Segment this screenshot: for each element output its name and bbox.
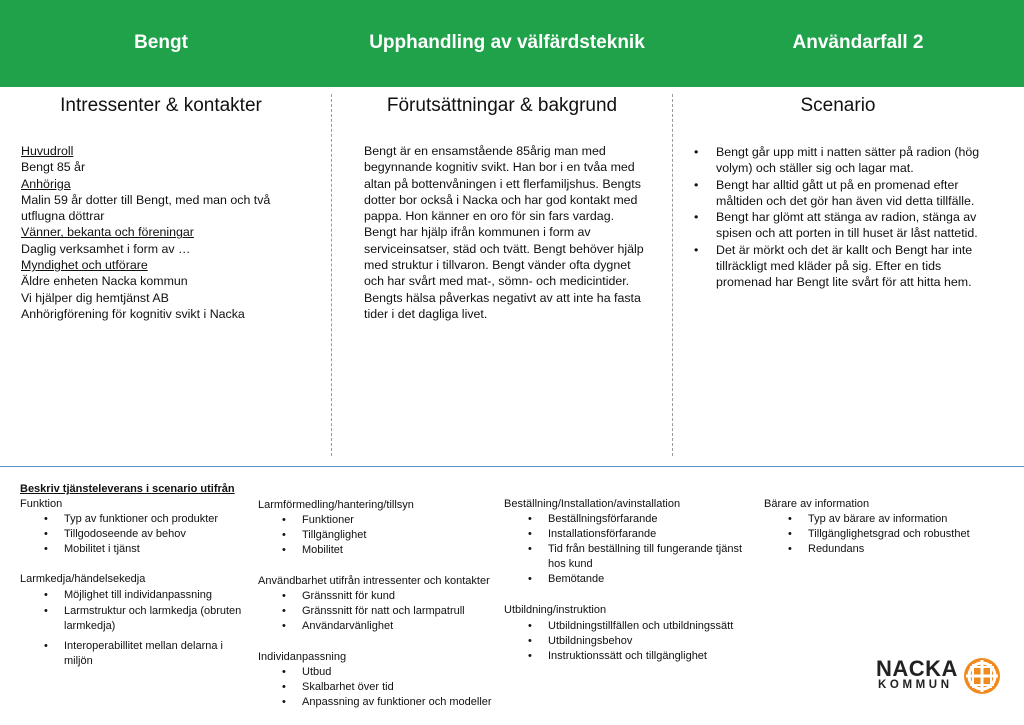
group-item: • Interoperabillitet mellan delarna i miljön xyxy=(44,639,254,669)
group-list xyxy=(282,589,502,634)
group-item: • Användarvänlighet xyxy=(282,619,502,634)
group-item: • Utbildningsbehov xyxy=(528,634,758,649)
stakeholders-title: Intressenter & kontakter xyxy=(60,95,262,116)
group-item: • Tillgodoseende av behov xyxy=(44,527,254,542)
stakeholder-line: Bengt 85 år xyxy=(21,160,86,175)
group-item: • Instruktionssätt och tillgänglighet xyxy=(528,649,758,664)
stakeholder-line: Daglig verksamhet i form av … xyxy=(21,241,191,256)
group-item: • Gränssnitt för kund xyxy=(282,589,502,604)
group-list xyxy=(44,588,254,669)
group-title: Funktion xyxy=(20,498,63,510)
group-item: • Larmstruktur och larmkedja (obruten larmkedja) xyxy=(44,604,254,634)
group-title: Bärare av information xyxy=(764,498,870,510)
group-item: • Gränssnitt för natt och larmpatrull xyxy=(282,604,502,619)
group-item: • Tillgänglighet xyxy=(282,528,492,543)
group-title: Användbarhet utifrån intressenter och kontakter xyxy=(258,575,490,587)
scenario-list xyxy=(694,144,994,291)
group-list xyxy=(282,665,502,710)
group-item: • Möjlighet till individanpassning xyxy=(44,588,254,603)
group-item: • Utbildningstillfällen och utbildningssätt xyxy=(528,619,758,634)
group-item: • Bemötande xyxy=(528,572,758,587)
header-person: Bengt xyxy=(134,32,188,53)
group-item: • Skalbarhet över tid xyxy=(282,680,502,695)
group-item: • Tid från beställning till fungerande tjänst hos kund xyxy=(528,542,758,572)
group-item: • Mobilitet xyxy=(282,543,492,558)
group-title: Individanpassning xyxy=(258,651,347,663)
stakeholder-line: Malin 59 år dotter till Bengt, med man och två utflugna döttrar xyxy=(21,192,271,224)
section-divider xyxy=(0,466,1024,467)
group-item: • Funktioner xyxy=(282,513,492,528)
group-title: Larmkedja/händelsekedja xyxy=(20,573,146,585)
group-item: • Anpassning av funktioner och modeller xyxy=(282,695,502,710)
stakeholder-heading: Myndighet och utförare xyxy=(21,258,148,273)
logo-text-line2: KOMMUN xyxy=(878,679,953,691)
scenario-item: • Bengt har glömt att stänga av radion, stänga av spisen och att porten in till huset är låst nattetid. xyxy=(694,209,994,242)
nacka-kommun-logo xyxy=(876,656,1002,696)
scenario-title: Scenario xyxy=(800,95,876,116)
emblem-icon xyxy=(962,656,1002,696)
stakeholder-heading: Huvudroll xyxy=(21,144,74,158)
stakeholders-list xyxy=(21,143,311,322)
group-item: • Typ av bärare av information xyxy=(788,512,1008,527)
column-divider-1 xyxy=(331,94,332,456)
background-text: Bengt är en ensamstående 85årig man med begynnande kognitiv svikt. Han bor i en tvåa med altan på bottenvåningen i ett flerfamiljshus. Bengts dotter bor också i Nacka och har god kontakt med pappa. Hon känner en oro för sin fars vardag. Bengt har hjälp ifrån kommunen i form av serviceinsatser, städ och tvätt. Bengt behöver hjälp med struktur i tillvaron. Bengt vänder ofta dygnet och har svårt med mat-, sömn- och medicintider. Bengts hälsa påverkas negativt av att inte ha fasta tider i det dagliga livet. xyxy=(364,144,644,321)
group-item: • Utbud xyxy=(282,665,502,680)
group-list xyxy=(528,619,758,664)
group-list xyxy=(528,512,758,587)
group-title: Larmförmedling/hantering/tillsyn xyxy=(258,499,414,511)
group-item: • Redundans xyxy=(788,542,1008,557)
stakeholder-heading: Anhöriga xyxy=(21,176,71,191)
header-bar xyxy=(0,0,1024,87)
group-list xyxy=(282,513,492,558)
scenario-item: • Bengt har alltid gått ut på en promenad efter måltiden och det gör han även vid detta tillfälle. xyxy=(694,177,994,210)
stakeholder-line: Äldre enheten Nacka kommun xyxy=(21,274,188,289)
group-item: • Typ av funktioner och produkter xyxy=(44,512,254,527)
group-list xyxy=(44,512,254,557)
stakeholder-line: Anhörigförening för kognitiv svikt i Nacka xyxy=(21,306,245,321)
group-item: • Mobilitet i tjänst xyxy=(44,542,254,557)
service-delivery-heading: Beskriv tjänsteleverans i scenario utifrån xyxy=(20,483,235,495)
stakeholder-line: Vi hjälper dig hemtjänst AB xyxy=(21,290,169,305)
group-item: • Tillgänglighetsgrad och robusthet xyxy=(788,527,1008,542)
background-title: Förutsättningar & bakgrund xyxy=(386,95,618,116)
group-list xyxy=(788,512,1008,557)
stakeholder-heading: Vänner, bekanta och föreningar xyxy=(21,225,194,240)
group-item: • Installationsförfarande xyxy=(528,527,758,542)
group-title: Beställning/Installation/avinstallation xyxy=(504,498,681,510)
column-divider-2 xyxy=(672,94,673,456)
scenario-item: • Bengt går upp mitt i natten sätter på radion (hög volym) och ställer sig och lagar mat. xyxy=(694,144,994,177)
group-item: • Beställningsförfarande xyxy=(528,512,758,527)
header-use-case: Användarfall 2 xyxy=(792,32,924,53)
logo-text-line1: NACKA xyxy=(876,656,958,681)
scenario-item: • Det är mörkt och det är kallt och Bengt har inte tillräckligt med kläder på sig. Efter en tids promenad har Bengt lite svårt för att hitta hem. xyxy=(694,242,994,291)
group-title: Utbildning/instruktion xyxy=(504,604,607,616)
header-project: Upphandling av välfärdsteknik xyxy=(369,32,645,53)
